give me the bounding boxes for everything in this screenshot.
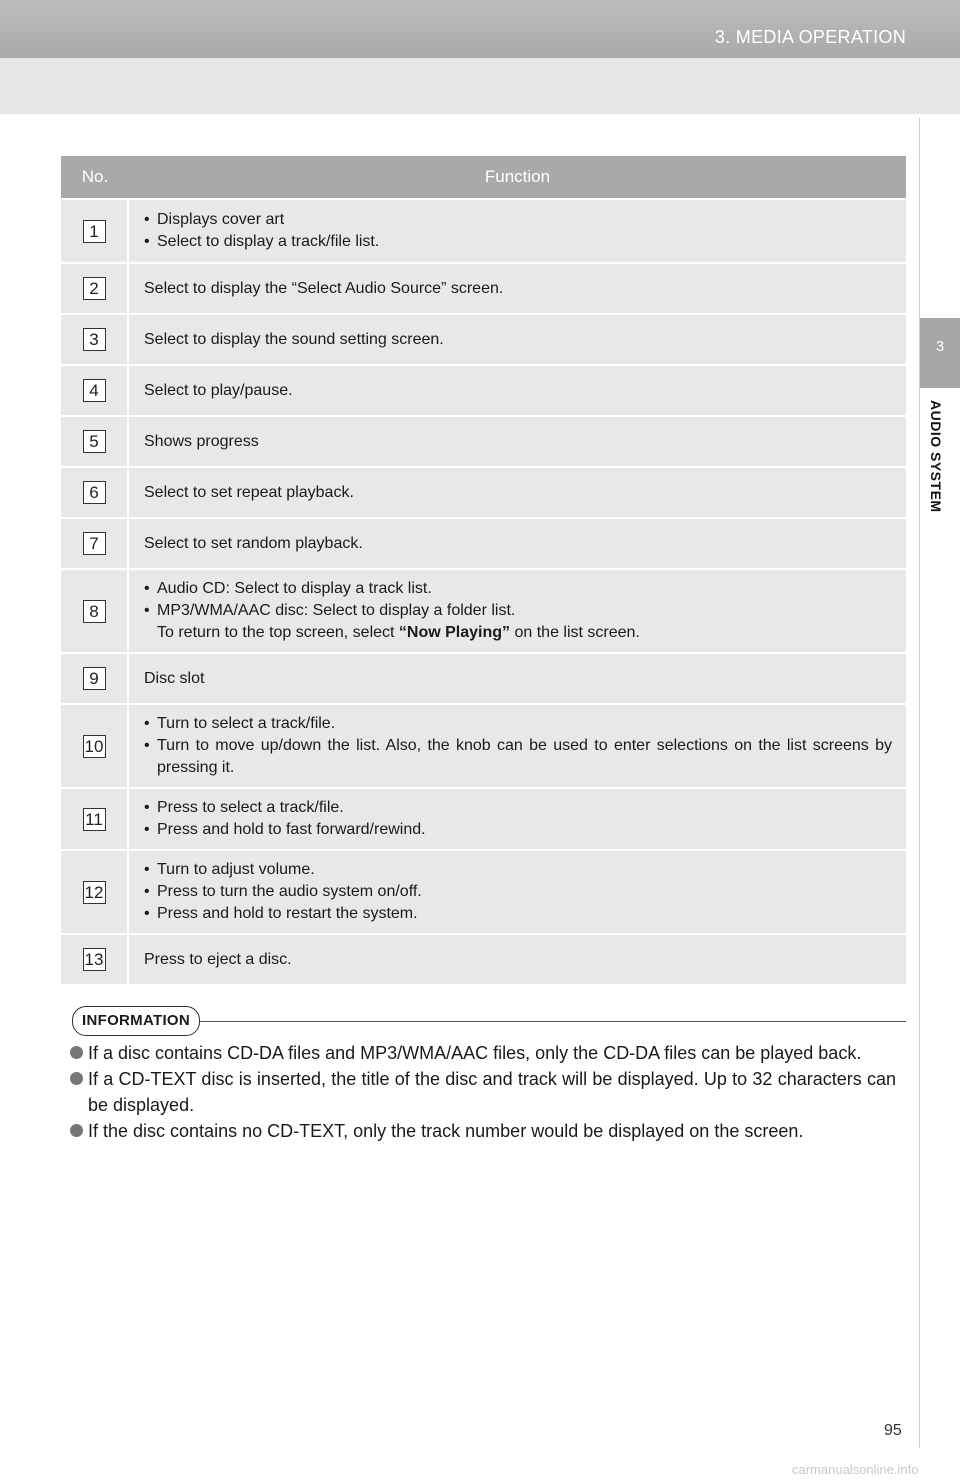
col-no-header: No. [61, 156, 129, 198]
header-subband [0, 58, 960, 114]
table-row [61, 468, 906, 517]
watermark: carmanualsonline.info [792, 1462, 919, 1477]
bullet-item: • Turn to select a track/file. [144, 713, 892, 735]
chapter-label: AUDIO SYSTEM [928, 400, 944, 513]
number-badge: 12 [83, 881, 106, 904]
number-badge: 9 [83, 667, 106, 690]
function-text: Press to eject a disc. [129, 935, 906, 984]
number-badge: 10 [83, 735, 106, 758]
bullet-item: • Audio CD: Select to display a track list. [144, 578, 892, 600]
bullet-dot-icon [70, 1046, 83, 1059]
function-text: Shows progress [129, 417, 906, 466]
bullet-item: • Press and hold to restart the system. [144, 903, 892, 925]
bullet-dot-icon [70, 1072, 83, 1085]
table-row [61, 200, 906, 262]
col-function-header: Function [129, 156, 906, 198]
section-title: 3. MEDIA OPERATION [714, 27, 906, 47]
number-badge: 6 [83, 481, 106, 504]
number-badge: 5 [83, 430, 106, 453]
function-text: Select to display the sound setting screen. [129, 315, 906, 364]
number-badge: 1 [83, 220, 106, 243]
table-row [61, 570, 906, 652]
bullet-item: • Displays cover art [144, 209, 892, 231]
number-badge: 7 [83, 532, 106, 555]
bullet-item: • MP3/WMA/AAC disc: Select to display a folder list. [144, 600, 892, 622]
information-item: If a disc contains CD-DA files and MP3/WMA/AAC files, only the CD-DA files can be played back. [70, 1040, 896, 1066]
function-table [61, 154, 906, 986]
information-list [70, 1040, 896, 1144]
table-row [61, 366, 906, 415]
function-text: Select to set repeat playback. [129, 468, 906, 517]
table-row [61, 315, 906, 364]
number-badge: 13 [83, 948, 106, 971]
bullet-item: • Press and hold to fast forward/rewind. [144, 819, 892, 841]
function-text: Select to set random playback. [129, 519, 906, 568]
bullet-item: • Turn to adjust volume. [144, 859, 892, 881]
bullet-item: • Turn to move up/down the list. Also, the knob can be used to enter selections on the list screens by pressing it. [144, 735, 892, 779]
bullet-item: • Press to turn the audio system on/off. [144, 881, 892, 903]
continuation-text: To return to the top screen, select “Now Playing” on the list screen. [157, 624, 640, 641]
function-text: Select to display the “Select Audio Source” screen. [129, 264, 906, 313]
information-item: If a CD-TEXT disc is inserted, the title of the disc and track will be displayed. Up to 32 characters can be displayed. [70, 1066, 896, 1118]
table-row [61, 789, 906, 849]
number-badge: 3 [83, 328, 106, 351]
table-row [61, 851, 906, 933]
table-row [61, 417, 906, 466]
number-badge: 2 [83, 277, 106, 300]
table-row [61, 519, 906, 568]
page-number: 95 [884, 1422, 902, 1439]
table-row [61, 935, 906, 984]
chapter-tab: 3 [920, 318, 960, 388]
function-text: Disc slot [129, 654, 906, 703]
function-text: Select to play/pause. [129, 366, 906, 415]
table-row [61, 654, 906, 703]
information-tag: INFORMATION [72, 1006, 200, 1036]
now-playing-label: “Now Playing” [398, 624, 511, 641]
number-badge: 4 [83, 379, 106, 402]
bullet-item: • Select to display a track/file list. [144, 231, 892, 253]
information-item: If the disc contains no CD-TEXT, only the track number would be displayed on the screen. [70, 1118, 896, 1144]
table-row [61, 705, 906, 787]
bullet-dot-icon [70, 1124, 83, 1137]
number-badge: 8 [83, 600, 106, 623]
number-badge: 11 [83, 808, 106, 831]
table-header-row [61, 156, 906, 198]
bullet-item: • Press to select a track/file. [144, 797, 892, 819]
table-row [61, 264, 906, 313]
